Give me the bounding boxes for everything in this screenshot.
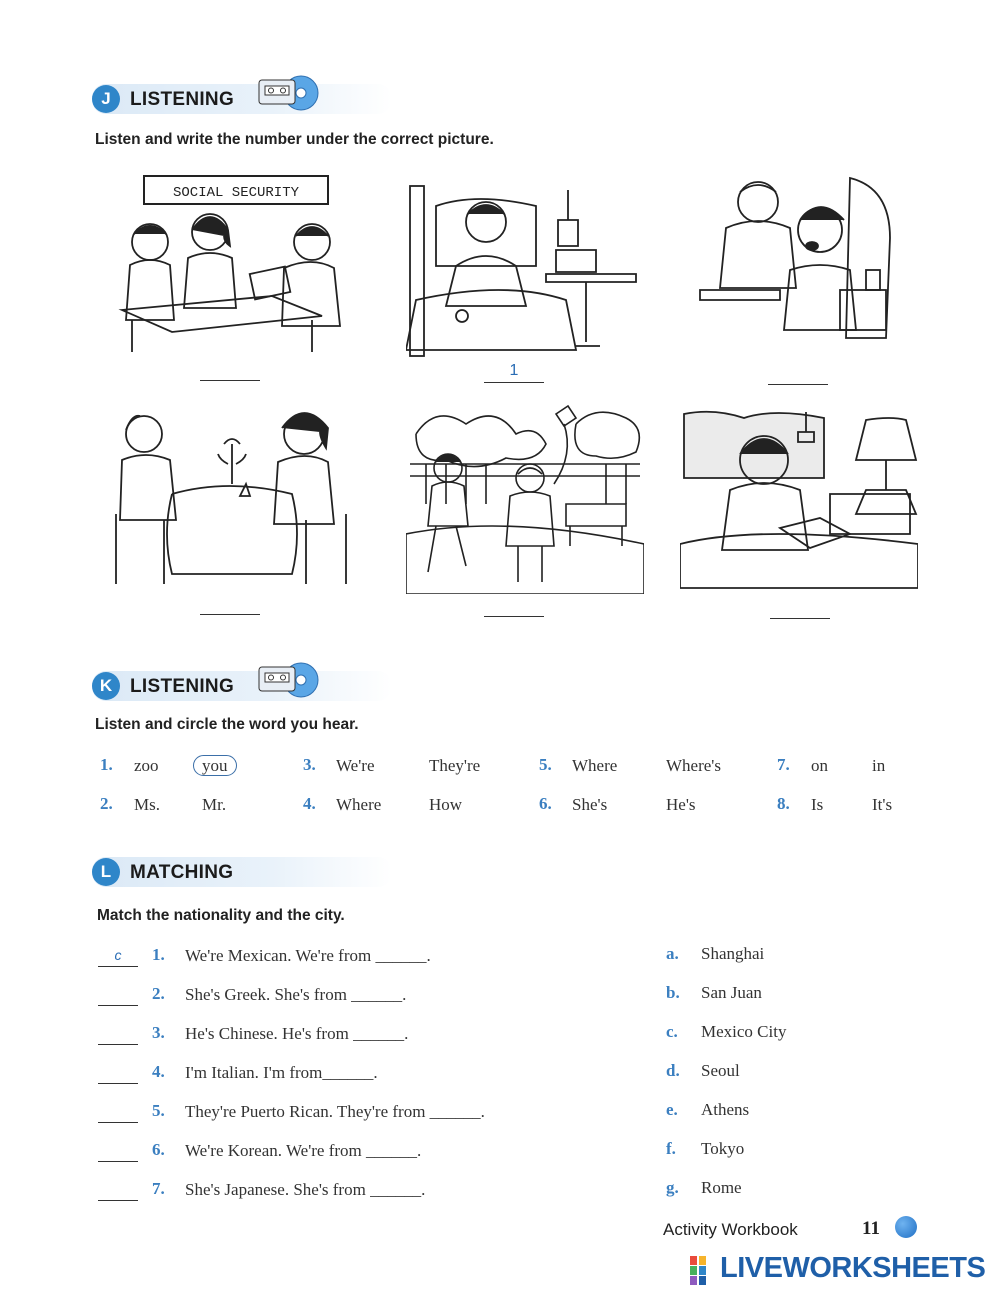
k-item-number: 3. xyxy=(303,755,316,774)
match-answer-blank[interactable] xyxy=(98,1102,138,1123)
picture-dentist-visit xyxy=(690,170,928,360)
k-option-word[interactable]: They're xyxy=(429,756,481,775)
liveworksheets-brand: LIVEWORKSHEETS xyxy=(720,1252,986,1284)
k-item-number: 8. xyxy=(777,794,790,813)
section-title-j: LISTENING xyxy=(130,89,235,110)
city-letter: a. xyxy=(666,944,679,963)
k-option-word[interactable]: We're xyxy=(336,756,375,775)
section-letter-j: J xyxy=(92,85,120,113)
page-dot-icon xyxy=(895,1216,917,1238)
answer-blank-picture-1[interactable] xyxy=(200,360,260,381)
page-number: 11 xyxy=(862,1218,880,1239)
section-j-header xyxy=(92,84,392,114)
match-sentence: They're Puerto Rican. They're from ______. xyxy=(185,1102,485,1121)
match-answer-blank[interactable] xyxy=(98,1180,138,1201)
section-j-instruction: Listen and write the number under the correct picture. xyxy=(95,131,494,148)
k-option-word[interactable]: She's xyxy=(572,795,608,814)
answer-blank-picture-2[interactable]: 1 xyxy=(484,362,544,383)
k-option-word[interactable]: Where xyxy=(572,756,618,775)
city-letter: g. xyxy=(666,1178,679,1197)
section-k-instruction: Listen and circle the word you hear. xyxy=(95,716,359,733)
k-item-number: 4. xyxy=(303,794,316,813)
match-sentence: We're Mexican. We're from ______. xyxy=(185,946,431,965)
city-name: Mexico City xyxy=(701,1022,787,1041)
match-item-number: 1. xyxy=(152,945,165,964)
k-option-word-circled[interactable]: you xyxy=(202,756,237,776)
match-answer-blank[interactable] xyxy=(98,985,138,1006)
city-name: Rome xyxy=(701,1178,742,1197)
match-sentence: She's Greek. She's from ______. xyxy=(185,985,407,1004)
section-title-k: LISTENING xyxy=(130,676,235,697)
match-sentence: We're Korean. We're from ______. xyxy=(185,1141,422,1160)
city-letter: b. xyxy=(666,983,680,1002)
liveworksheets-logo-icon xyxy=(690,1256,716,1286)
k-option-word[interactable]: Where xyxy=(336,795,382,814)
sign-text: SOCIAL SECURITY xyxy=(172,185,300,201)
audio-cd-icon xyxy=(257,661,321,699)
city-letter: e. xyxy=(666,1100,678,1119)
match-item-number: 7. xyxy=(152,1179,165,1198)
k-item-number: 5. xyxy=(539,755,552,774)
picture-park-kite xyxy=(406,404,644,594)
match-sentence: He's Chinese. He's from ______. xyxy=(185,1024,409,1043)
k-option-word[interactable]: Where's xyxy=(666,756,721,775)
match-item-number: 4. xyxy=(152,1062,165,1081)
city-name: Shanghai xyxy=(701,944,765,963)
footer-book-title: Activity Workbook xyxy=(663,1220,798,1239)
match-item-number: 3. xyxy=(152,1023,165,1042)
city-name: Tokyo xyxy=(701,1139,745,1158)
k-item-number: 1. xyxy=(100,755,113,774)
k-option-word[interactable]: Mr. xyxy=(202,795,227,814)
city-name: Athens xyxy=(701,1100,750,1119)
picture-hospital-patient xyxy=(406,170,644,360)
match-answer-blank[interactable] xyxy=(98,1024,138,1045)
answer-blank-picture-3[interactable] xyxy=(768,364,828,385)
picture-social-security-office xyxy=(112,170,350,360)
k-option-word[interactable]: How xyxy=(429,795,463,814)
city-letter: f. xyxy=(666,1139,676,1158)
picture-restaurant-dinner xyxy=(112,404,350,594)
k-option-word[interactable]: Ms. xyxy=(134,795,160,814)
section-title-l: MATCHING xyxy=(130,862,234,883)
k-option-word[interactable]: He's xyxy=(666,795,696,814)
city-name: San Juan xyxy=(701,983,762,1002)
k-item-number: 6. xyxy=(539,794,552,813)
answer-blank-picture-4[interactable] xyxy=(200,594,260,615)
answer-blank-picture-5[interactable] xyxy=(484,596,544,617)
picture-bedroom-gift xyxy=(680,404,918,594)
k-option-word[interactable]: on xyxy=(811,756,828,775)
section-l-header xyxy=(92,857,392,887)
k-option-word[interactable]: It's xyxy=(872,795,893,814)
section-l-instruction: Match the nationality and the city. xyxy=(97,907,345,924)
section-letter-k: K xyxy=(92,672,120,700)
section-letter-l: L xyxy=(92,858,120,886)
liveworksheets-logo[interactable] xyxy=(690,1252,990,1288)
match-answer-blank[interactable] xyxy=(98,1063,138,1084)
k-item-number: 2. xyxy=(100,794,113,813)
city-letter: d. xyxy=(666,1061,680,1080)
match-answer-blank[interactable]: c xyxy=(98,946,138,967)
audio-cd-icon xyxy=(257,74,321,112)
section-k-header xyxy=(92,671,392,701)
match-sentence: I'm Italian. I'm from______. xyxy=(185,1063,378,1082)
k-option-word[interactable]: zoo xyxy=(134,756,159,775)
match-item-number: 2. xyxy=(152,984,165,1003)
match-item-number: 6. xyxy=(152,1140,165,1159)
city-letter: c. xyxy=(666,1022,678,1041)
k-option-word[interactable]: Is xyxy=(811,795,824,814)
match-sentence: She's Japanese. She's from ______. xyxy=(185,1180,426,1199)
k-option-word[interactable]: in xyxy=(872,756,886,775)
k-item-number: 7. xyxy=(777,755,790,774)
match-answer-blank[interactable] xyxy=(98,1141,138,1162)
city-name: Seoul xyxy=(701,1061,740,1080)
match-item-number: 5. xyxy=(152,1101,165,1120)
answer-blank-picture-6[interactable] xyxy=(770,598,830,619)
